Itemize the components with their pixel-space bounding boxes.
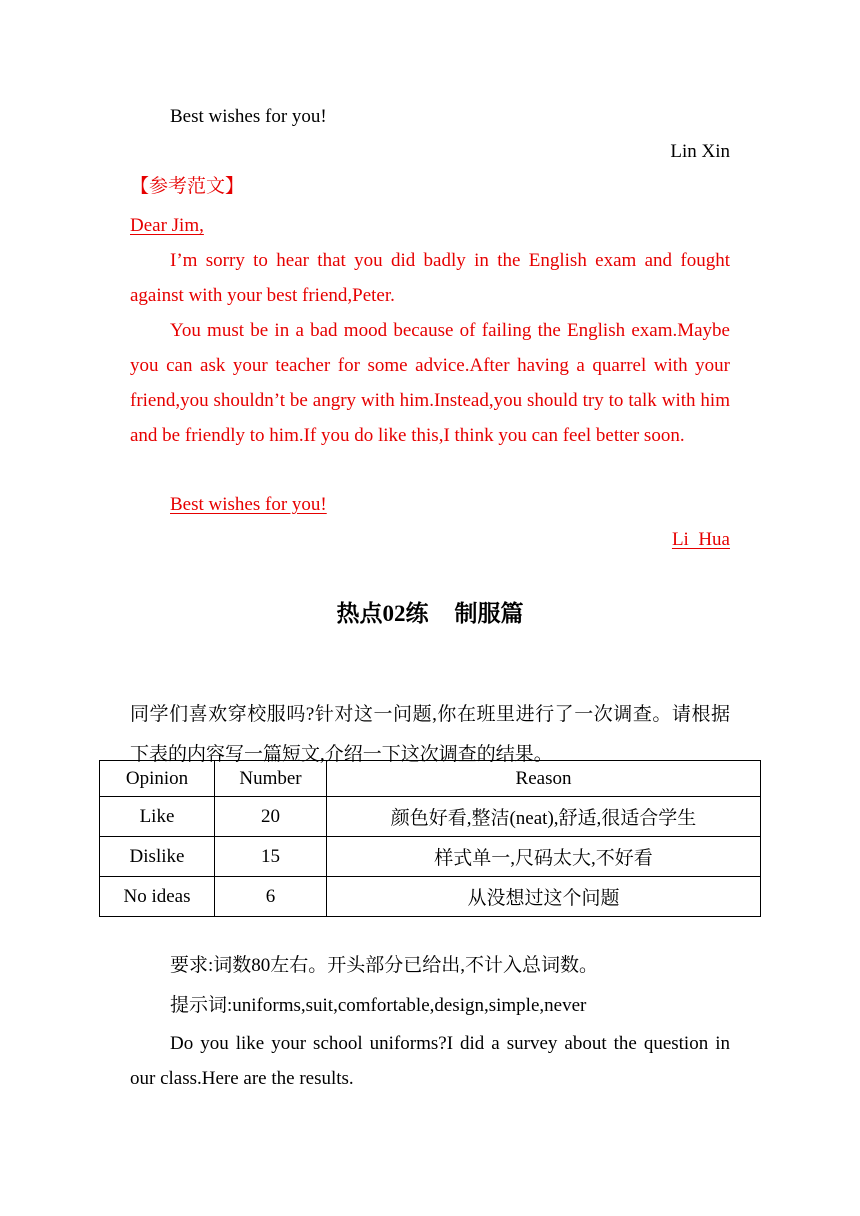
task-hints: 提示词:uniforms,suit,comfortable,design,simple,never xyxy=(170,995,587,1016)
survey-table xyxy=(99,760,761,917)
cell-reason: 样式单一,尺码太大,不好看 xyxy=(327,837,761,877)
letter-signature: Lin Xin xyxy=(670,141,730,162)
essay-opening: Do you like your school uniforms?I did a survey about the question in our class.Here are the results. xyxy=(130,1033,730,1089)
model-paragraph-1: I’m sorry to hear that you did badly in the English exam and fought against with your best friend,Peter. xyxy=(130,250,730,306)
cell-number: 6 xyxy=(215,877,327,917)
header-opinion: Opinion xyxy=(100,761,215,797)
table-header-row xyxy=(100,761,761,797)
cell-number: 15 xyxy=(215,837,327,877)
table-row xyxy=(100,837,761,877)
section-title-topic: 制服篇 xyxy=(454,601,524,626)
cell-number: 20 xyxy=(215,797,327,837)
model-signature: Li Hua xyxy=(671,529,730,550)
task-prompt: 同学们喜欢穿校服吗?针对这一问题,你在班里进行了一次调查。请根据下表的内容写一篇短文,介绍一下这次调查的结果。 xyxy=(130,704,730,765)
section-title-number: 热点02练 xyxy=(336,601,429,626)
model-essay-label: 【参考范文】 xyxy=(130,176,245,197)
cell-opinion: Dislike xyxy=(100,837,215,877)
cell-reason: 从没想过这个问题 xyxy=(327,877,761,917)
task-requirements: 要求:词数80左右。开头部分已给出,不计入总词数。 xyxy=(170,955,599,976)
table-row xyxy=(100,877,761,917)
cell-opinion: No ideas xyxy=(100,877,215,917)
section-title xyxy=(0,594,860,634)
letter-closing: Best wishes for you! xyxy=(170,106,327,127)
model-greeting: Dear Jim, xyxy=(130,215,204,236)
model-closing: Best wishes for you! xyxy=(170,494,327,515)
model-paragraph-2: You must be in a bad mood because of failing the English exam.Maybe you can ask your teacher for some advice.After having a quarrel with your friend,you shouldn’t be angry with him.Instead,you should try to talk with him and be friendly to him.If you do like this,I think you can feel better soon. xyxy=(130,320,730,446)
cell-reason: 颜色好看,整洁(neat),舒适,很适合学生 xyxy=(327,797,761,837)
header-number: Number xyxy=(215,761,327,797)
cell-opinion: Like xyxy=(100,797,215,837)
header-reason: Reason xyxy=(327,761,761,797)
table-row xyxy=(100,797,761,837)
